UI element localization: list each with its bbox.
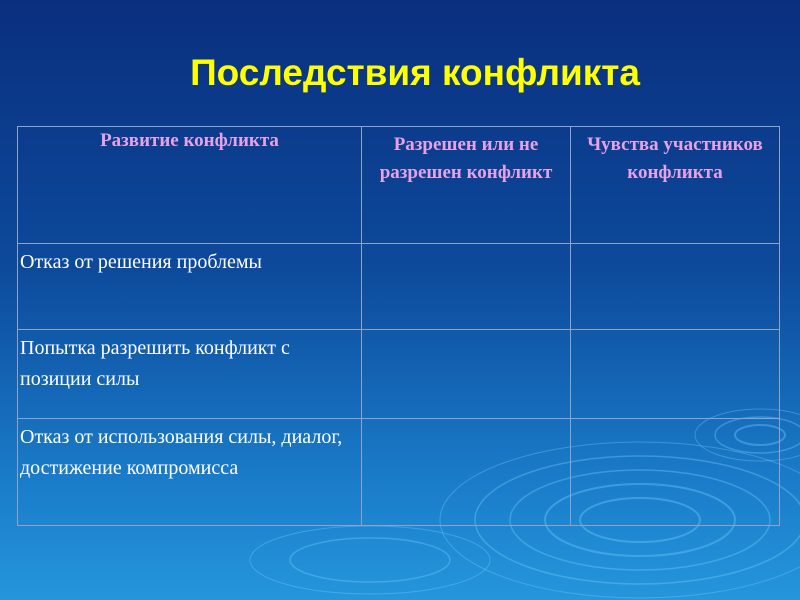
cell-feelings[interactable] bbox=[571, 330, 780, 419]
cell-feelings[interactable] bbox=[571, 419, 780, 526]
slide-title: Последствия конфликта bbox=[190, 52, 640, 93]
cell-resolved[interactable] bbox=[362, 330, 571, 419]
header-feelings: Чувства участников конфликта bbox=[571, 127, 780, 244]
cell-development: Попытка разрешить конфликт с позиции силы bbox=[18, 330, 362, 419]
cell-development: Отказ от решения проблемы bbox=[18, 244, 362, 330]
cell-feelings[interactable] bbox=[571, 244, 780, 330]
table-row bbox=[18, 419, 780, 526]
header-resolved: Разрешен или не разрешен конфликт bbox=[362, 127, 571, 244]
header-development: Развитие конфликта bbox=[18, 127, 362, 244]
cell-resolved[interactable] bbox=[362, 244, 571, 330]
table-row bbox=[18, 330, 780, 419]
consequences-table bbox=[17, 126, 780, 526]
header-row bbox=[18, 127, 780, 244]
table-row bbox=[18, 244, 780, 330]
cell-resolved[interactable] bbox=[362, 419, 571, 526]
cell-development: Отказ от использования силы, диалог, достижение компромисса bbox=[18, 419, 362, 526]
